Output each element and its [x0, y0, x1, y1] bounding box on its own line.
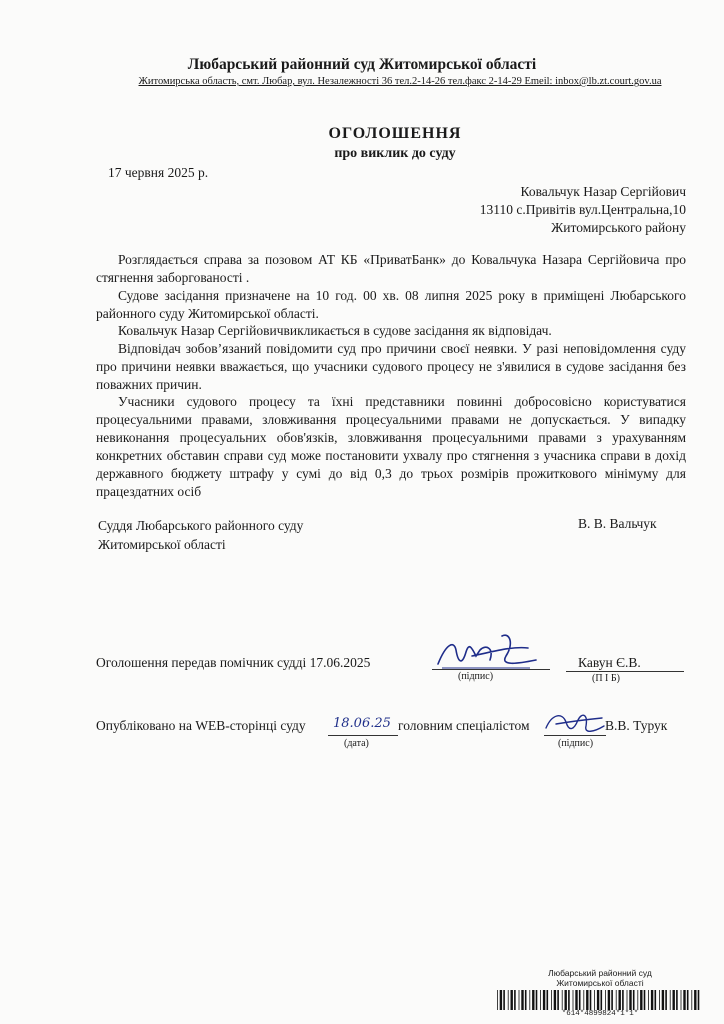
transfer-name-caption: (П І Б)	[592, 673, 620, 684]
notice-subtitle: про виклик до суду	[334, 146, 456, 161]
recipient-address-line1: 13110 с.Привітів вул.Центральна,10	[479, 202, 686, 217]
paragraph-hearing-text: Судове засідання призначене на 10 год. 00 хв. 08 липня 2025 року в приміщені Любарського районного суду Житомирської області.	[96, 288, 686, 321]
transfer-text: Оголошення передав помічник судді 17.06.2025	[96, 655, 371, 670]
judge-name: В. В. Вальчук	[578, 516, 657, 531]
published-signature-caption: (підпис)	[558, 738, 594, 749]
barcode-number: *614*4899824*1*1*	[561, 1010, 639, 1018]
paragraph-rights	[96, 393, 686, 501]
paragraph-obligation	[96, 340, 686, 394]
published-name: В.В. Турук	[605, 718, 668, 733]
judge-position-line2: Житомирської області	[98, 537, 226, 552]
judge-position-line1: Суддя Любарського районного суду	[98, 518, 304, 533]
transfer-signature-caption: (підпис)	[458, 671, 494, 682]
published-date-caption: (дата)	[344, 738, 369, 749]
paragraph-case-text: Розглядається справа за позовом АТ КБ «ПриватБанк» до Ковальчука Назара Сергійовича про стягнення заборгованості .	[96, 252, 686, 285]
paragraph-rights-text: Учасники судового процесу та їхні представники повинні добросовісно користуватися процесуальними правами, зловживання процесуальними правами не допускається. У випадку невиконання процесуальних обов'язків, зловживання процесуальними правами з урахуванням конкретних обставин справи суд може постановити ухвалу про стягнення з учасника справи в дохід державного бюджету штрафу у сумі до від 0,3 до трьох розмірів прожиткового мінімуму для працездатних осіб	[96, 394, 686, 499]
court-name: Любарський районний суд Житомирської області	[187, 56, 537, 73]
notice-date: 17 червня 2025 р.	[108, 165, 209, 180]
barcode	[495, 990, 705, 1010]
stamp-line1: Любарський районний суд	[548, 968, 652, 978]
stamp-line2: Житомирської області	[556, 978, 644, 988]
published-text-start: Опубліковано на WEB-сторінці суду	[96, 718, 306, 733]
paragraph-summons-text: Ковальчук Назар Сергійовичвикликається в судове засідання як відповідач.	[118, 323, 552, 338]
recipient-address-line2: Житомирського району	[551, 220, 686, 235]
notice-title: ОГОЛОШЕННЯ	[328, 125, 462, 142]
published-text-mid: головним спеціалістом	[398, 718, 530, 733]
registry-stamp	[495, 968, 705, 988]
paragraph-hearing	[96, 287, 686, 323]
published-handwritten-date: 18.06.25	[333, 716, 391, 731]
paragraph-summons	[96, 322, 686, 340]
paragraph-case	[96, 251, 686, 287]
signature-transfer	[432, 626, 544, 672]
recipient-name: Ковальчук Назар Сергійович	[520, 184, 686, 199]
transfer-name: Кавун Є.В.	[578, 655, 641, 670]
paragraph-obligation-text: Відповідач зобов’язаний повідомити суд про причини своєї неявки. У разі неповідомлення суду про причини неявки вважається, що учасники судового процесу не з'явилися в судове засідання без поважних причин.	[96, 341, 686, 392]
court-address: Житомирська область, смт. Любар, вул. Незалежності 36 тел.2-14-26 тел.факс 2-14-29 Emeil: inbox@lb.zt.court.gov.ua	[138, 76, 662, 87]
